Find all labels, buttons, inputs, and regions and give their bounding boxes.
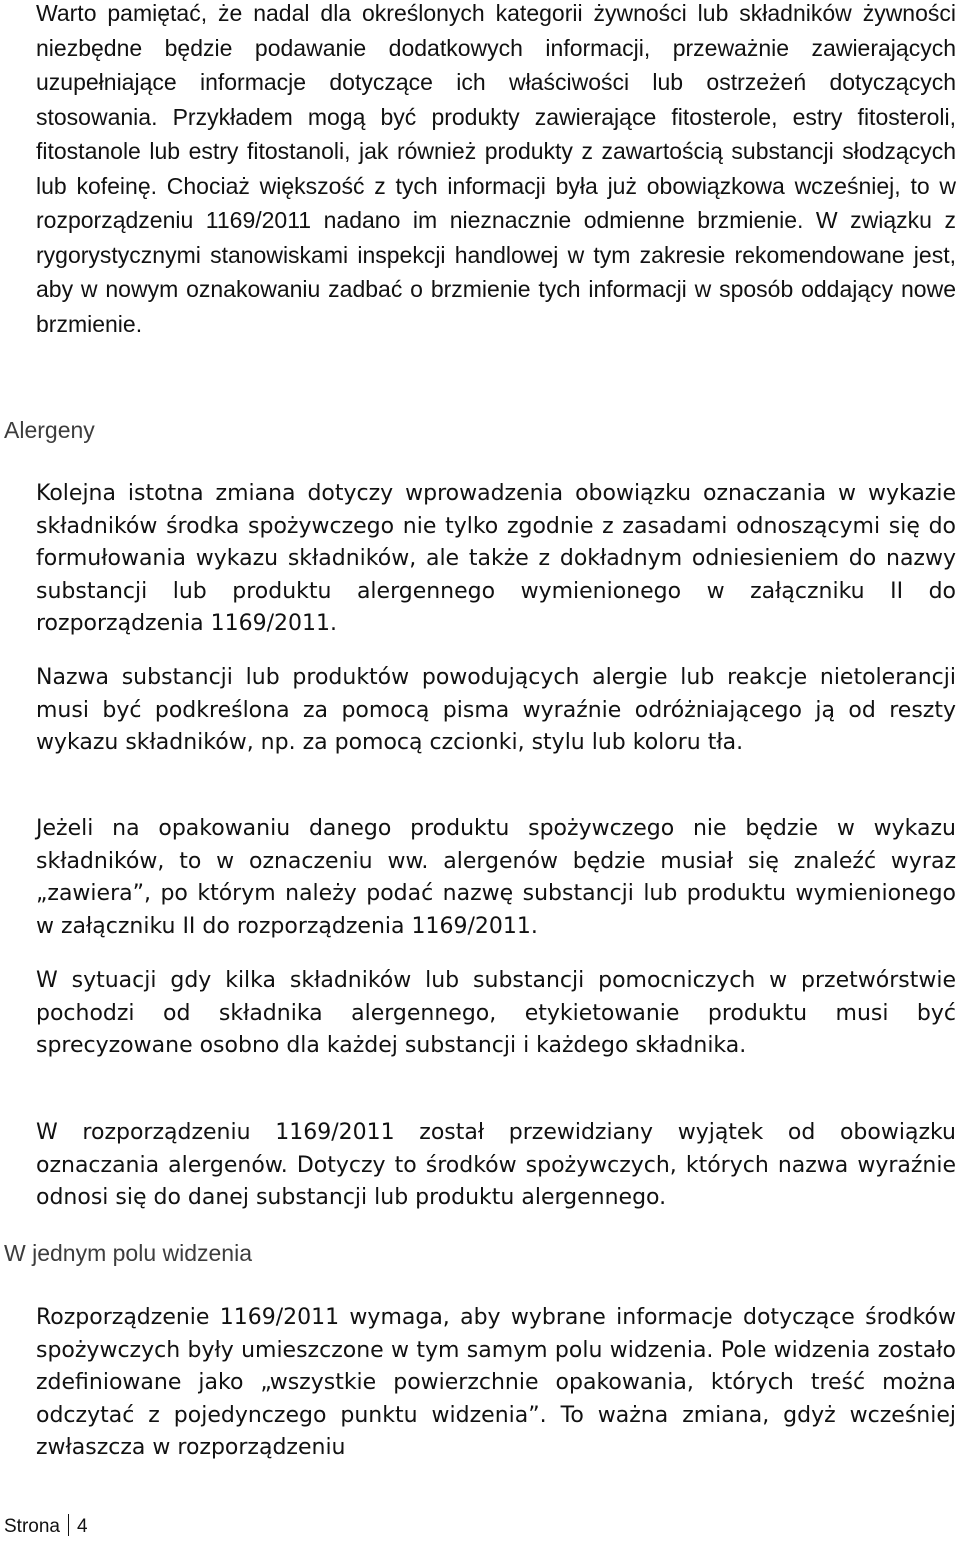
paragraph-multiple-ingredients: W sytuacji gdy kilka składników lub substancji pomocniczych w przetwórstwie pochodzi od składnika alergennego, etykietowanie produktu musi być sprecyzowane osobno dla każdej substancji i każdego składnika.: [36, 968, 956, 1058]
heading-field-of-view: W jednym polu widzenia: [4, 1240, 253, 1266]
paragraph-field-of-view: Rozporządzenie 1169/2011 wymaga, aby wybrane informacje dotyczące środków spożywczych były umieszczone w tym samym polu widzenia. Pole widzenia zostało zdefiniowane jako „wszystkie powierzchnie opakowania, których treść można odczytać z pojedynczego punktu widzenia”. To ważna zmiana, gdyż wcześniej zwłaszcza w rozporządzeniu: [36, 1305, 956, 1460]
paragraph-contains-wording: Jeżeli na opakowaniu danego produktu spożywczego nie będzie w wykazu składników, to w oznaczeniu ww. alergenów będzie musiał się znaleźć wyraz „zawiera”, po którym należy podać nazwę substancji lub produktu wymienionego w załączniku II do rozporządzenia 1169/2011.: [36, 816, 956, 939]
footer-separator: [68, 1514, 69, 1536]
paragraph-allergen-labelling: Kolejna istotna zmiana dotyczy wprowadzenia obowiązku oznaczania w wykazie składników środka spożywczego nie tylko zgodnie z zasadami odnoszącymi się do formułowania wykazu składników, ale także z dokładnym odniesieniem do nazwy substancji lub produktu alergennego wymienionego w załączniku II do rozporządzenia 1169/2011.: [36, 481, 956, 636]
page-footer: [4, 1514, 88, 1538]
paragraph-additional-information: [36, 0, 956, 342]
heading-allergens: Alergeny: [4, 417, 95, 443]
page-number: 4: [76, 1516, 88, 1537]
paragraph-allergen-exemption: W rozporządzeniu 1169/2011 został przewidziany wyjątek od obowiązku oznaczania alergenów. Dotyczy to środków spożywczych, których nazwa wyraźnie odnosi się do danej substancji lub produktu alergennego.: [36, 1120, 956, 1210]
page-label: Strona: [4, 1516, 60, 1537]
paragraph-additional-information-text: Warto pamiętać, że nadal dla określonych kategorii żywności lub składników żywności niezbędne będzie podawanie dodatkowych informacji, przeważnie zawierających uzupełniające informacje dotyczące ich właściwości lub ostrzeżeń dotyczących stosowania. Przykładem mogą być produkty zawierające fitosterole, estry fitosteroli, fitostanole lub estry fitostanoli, jak również produkty z zawartością substancji słodzących lub kofeinę. Chociaż większość z tych informacji była już obowiązkowa wcześniej, to w rozporządzeniu 1169/2011 nadano im nieznacznie odmienne brzmienie. W związku z rygorystycznymi stanowiskami inspekcji handlowej w tym zakresie rekomendowane jest, aby w nowym oznakowaniu zadbać o brzmienie tych informacji w sposób oddający nowe brzmienie.: [36, 0, 956, 337]
paragraph-allergen-emphasis: Nazwa substancji lub produktów powodujących alergie lub reakcje nietolerancji musi być podkreślona za pomocą pisma wyraźnie odróżniającego ją od reszty wykazu składników, np. za pomocą czcionki, stylu lub koloru tła.: [36, 665, 956, 755]
